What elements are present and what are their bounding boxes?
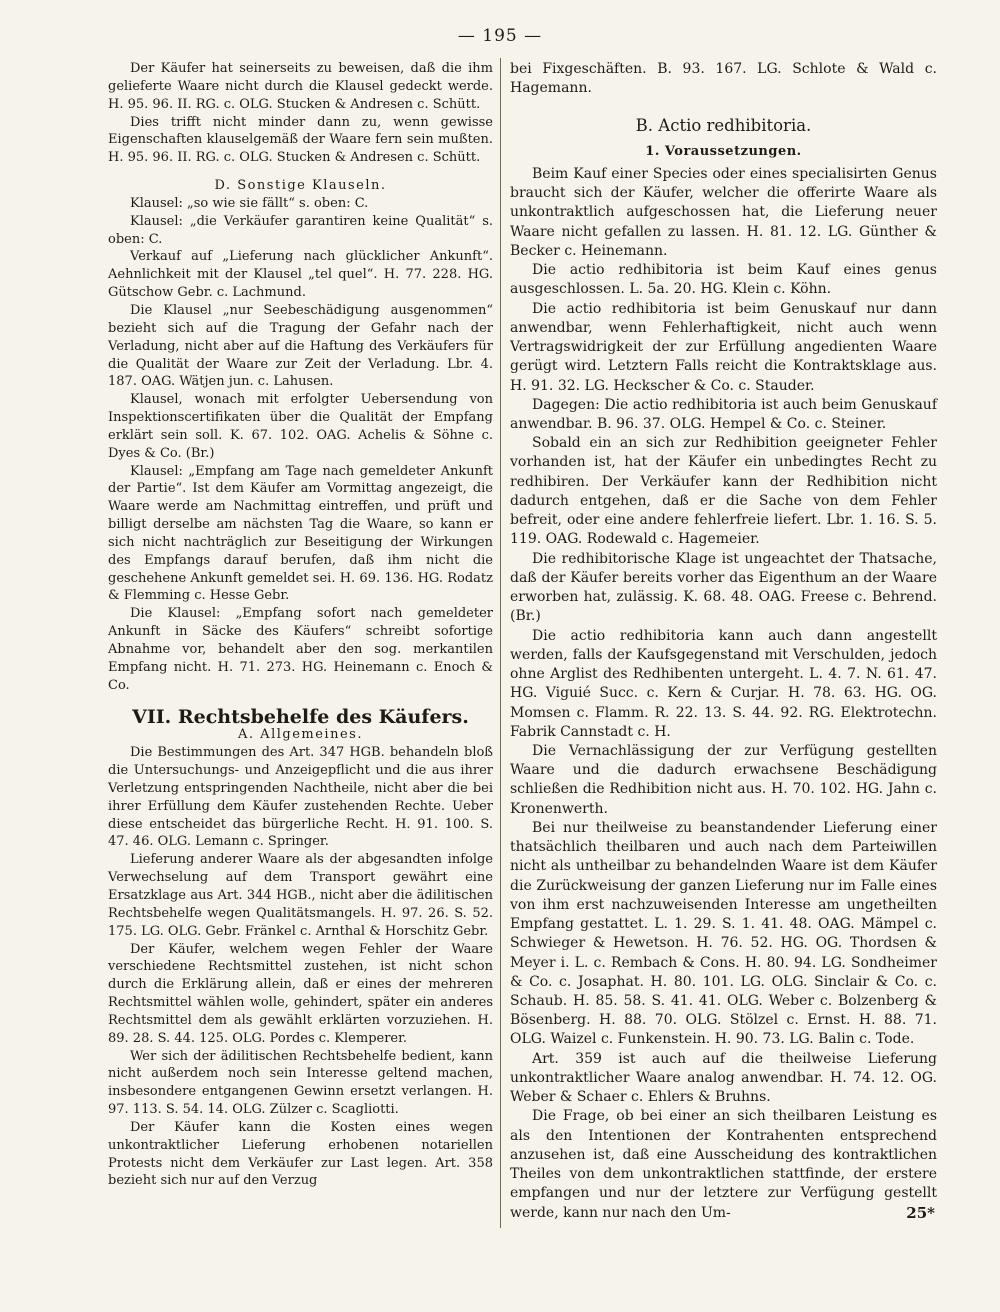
paragraph: Klausel: „so wie sie fällt“ s. oben: C. — [130, 195, 369, 211]
paragraph: Klausel: „Empfang am Tage nach gemeldeter Ankunft der Partie“. Ist dem Käufer am Vormittag angezeigt, die Waare werde am Nachmittag eintreffen, und prüft und billigt derselbe am nächsten Tag die Waare, so kann er sich nicht nachträglich zur Beseitigung der Wirkungen des Empfangs darauf berufen, daß ihm nicht die geschehene Ankunft gemeldet sei. H. 69. 136. HG. Rodatz & Flemming c. Hesse Gebr. — [108, 463, 493, 604]
paragraph: Die Klausel „nur Seebeschädigung ausgenommen“ bezieht sich auf die Tragung der Gefahr nach der Verladung, nicht aber auf die Haftung des Verkäufers für die Qualität der Waare zur Zeit der Verladung. Lbr. 4. 187. OAG. Wätjen jun. c. Lahusen. — [108, 302, 493, 390]
paragraph: Der Käufer, welchem wegen Fehler der Waare verschiedene Rechtsmittel zustehen, ist nicht schon durch die Erklärung allein, daß er eines der mehreren Rechtsmittel wählen wolle, gehindert, später ein anderes Rechtsmittel dem als gewählt erklärten vorzuziehen. H. 89. 28. S. 44. 125. OLG. Pordes c. Klemperer. — [108, 941, 493, 1046]
paragraph: Art. 359 ist auch auf die theilweise Lieferung unkontraktlicher Waare analog anwendbar. H. 74. 12. OG. Weber & Schaer c. Ehlers & Bruhns. — [510, 1050, 937, 1106]
paragraph: Sobald ein an sich zur Redhibition geeigneter Fehler vorhanden ist, hat der Käufer ein unbedingtes Recht zu redhibiren. Der Verkäufer kann der Redhibition nicht dadurch entgehen, daß er die Sache von dem Fehler befreit, oder eine andere fehlerfreie liefert. Lbr. 1. 16. S. 5. 119. OAG. Rodewald c. Hagemeier. — [510, 435, 937, 548]
paragraph: bei Fixgeschäften. B. 93. 167. LG. Schlote & Wald c. Hagemann. — [510, 61, 937, 97]
paragraph: Die Frage, ob bei einer an sich theilbaren Leistung es als den Intentionen der Kontrahenten entsprechend anzusehen ist, daß eine Ausscheidung des kontraktlichen Theiles von dem unkontraktlichen stattfinde, der erstere empfangen und nur der letztere zur Verfügung gestellt werde, kann nur nach den Um- — [510, 1108, 937, 1221]
paragraph: Die Vernachlässigung der zur Verfügung gestellten Waare und die dadurch erwachsene Beschädigung schließen die Redhibition nicht aus. H. 70. 102. HG. Jahn c. Kronenwerth. — [510, 742, 937, 817]
paragraph: Die actio redhibitoria kann auch dann angestellt werden, falls der Kaufsgegenstand mit Verschulden, jedoch ohne Arglist des Redhibenten untergeht. L. 4. 7. N. 61. 47. HG. Viguié Succ. c. Kern & Curjar. H. 78. 63. HG. OG. Momsen c. Flamm. R. 22. 13. S. 44. 92. RG. Elektrotechn. Fabrik Cannstadt c. H. — [510, 627, 937, 740]
paragraph: Verkauf auf „Lieferung nach glücklicher Ankunft“. Aehnlichkeit mit der Klausel „tel quel“. H. 77. 228. HG. Gütschow Gebr. c. Lachmund. — [108, 249, 493, 301]
paragraph: Die actio redhibitoria ist beim Genuskauf nur dann anwendbar, wenn Fehlerhaftigkeit, nicht auch wenn Vertragswidrigkeit der zur Erfüllung angedienten Waare gerügt wird. Letztern Falls reicht die Kontraktsklage aus. H. 91. 32. LG. Heckscher & Co. c. Stauder. — [510, 300, 937, 394]
signature-mark: 25* — [906, 1204, 935, 1222]
paragraph: Dagegen: Die actio redhibitoria ist auch beim Genuskauf anwendbar. B. 96. 37. OLG. Hempel & Co. c. Steiner. — [510, 396, 937, 432]
page-number: — 195 — — [457, 26, 543, 46]
section-heading-a: A. Allgemeines. — [238, 727, 363, 743]
paragraph: Dies trifft nicht minder dann zu, wenn gewisse Eigenschaften klauselgemäß der Waare fern sein mußten. H. 95. 96. II. RG. c. OLG. Stucken & Andresen c. Schütt. — [108, 114, 493, 166]
right-column — [510, 60, 937, 1223]
subsection-heading-1: 1. Voraussetzungen. — [645, 143, 802, 159]
paragraph: Die redhibitorische Klage ist ungeachtet der Thatsache, daß der Käufer bereits vorher das Eigenthum an der Waare erworben hat, zulässig. K. 68. 48. OAG. Freese c. Behrend. (Br.) — [510, 550, 937, 625]
paragraph: Lieferung anderer Waare als der abgesandten infolge Verwechselung auf dem Transport gewährt eine Ersatzklage aus Art. 344 HGB., nicht aber die ädilitischen Rechtsbehelfe wegen Qualitätsmangels. H. 97. 26. S. 52. 175. LG. OLG. Gebr. Fränkel c. Arnthal & Horschitz Gebr. — [108, 852, 493, 939]
paragraph: Die Klausel: „Empfang sofort nach gemeldeter Ankunft in Säcke des Käufers“ schreibt sofortige Abnahme vor, behandelt aber den sog. merkantilen Empfang nicht. H. 71. 273. HG. Heinemann c. Enoch & Co. — [108, 606, 493, 693]
paragraph: Bei nur theilweise zu beanstandender Lieferung einer thatsächlich theilbaren und auch nach dem Parteiwillen nicht als untheilbar zu behandelnden Waare ist dem Käufer die Zurückweisung der ganzen Lieferung nur im Falle eines von ihm erst nachzuweisenden Interesse am ungetheilten Empfang gestattet. L. 1. 29. S. 1. 41. 48. OAG. Mämpel c. Schwieger & Hewetson. H. 76. 52. HG. OG. Thordsen & Meyer i. L. c. Rembach & Cons. H. 80. 94. LG. Sondheimer & Co. c. Josaphat. H. 80. 101. LG. OLG. Sinclair & Co. c. Schaub. H. 85. 58. S. 41. 41. OLG. Weber c. Bolzenberg & Bösenberg. H. 88. 70. OLG. Stölzel c. Ernst. H. 88. 71. OLG. Waizel c. Funkenstein. H. 90. 73. LG. Balin c. Tode. — [510, 819, 937, 1048]
paragraph: Klausel: „die Verkäufer garantiren keine Qualität“ s. oben: C. — [108, 213, 493, 247]
paragraph: Beim Kauf einer Species oder eines specialisirten Genus braucht sich der Käufer, welcher die offerirte Waare als unkontraktlich aufgeschossen hat, die Lieferung neuer Waare nicht gefallen zu lassen. H. 81. 12. LG. Günther & Becker c. Heinemann. — [510, 165, 937, 259]
paragraph: Der Käufer kann die Kosten eines wegen unkontraktlicher Lieferung erhobenen notariellen Protests nicht dem Verkäufer zur Last legen. Art. 358 bezieht sich nur auf den Verzug — [108, 1119, 493, 1189]
paragraph: Die actio redhibitoria ist beim Kauf eines genus ausgeschlossen. L. 5a. 20. HG. Klein c. Köhn. — [510, 262, 937, 298]
section-heading-d: D. Sonstige Klauseln. — [214, 178, 387, 194]
column-divider — [500, 58, 501, 1228]
paragraph: Der Käufer hat seinerseits zu beweisen, daß die ihm gelieferte Waare nicht durch die Klausel gedeckt werde. H. 95. 96. II. RG. c. OLG. Stucken & Andresen c. Schütt. — [108, 61, 493, 112]
paragraph: Wer sich der ädilitischen Rechtsbehelfe bedient, kann nicht außerdem noch sein Interesse geltend machen, insbesondere entgangenen Gewinn ersetzt verlangen. H. 97. 113. S. 54. 14. OLG. Zülzer c. Scagliotti. — [108, 1048, 493, 1118]
left-column — [108, 60, 493, 1190]
paragraph: Die Bestimmungen des Art. 347 HGB. behandeln bloß die Untersuchungs- und Anzeigepflicht und die aus ihrer Verletzung entspringenden Nachtheile, nicht aber die bei ihrer Erfüllung dem Käufer zustehenden Rechte. Ueber diese entscheidet das bürgerliche Recht. H. 91. 100. S. 47. 46. OLG. Lemann c. Springer. — [108, 745, 493, 850]
section-heading-b: B. Actio redhibitoria. — [635, 116, 812, 136]
paragraph: Klausel, wonach mit erfolgter Uebersendung von Inspektionscertifikaten über die Qualität der Empfang erklärt sein soll. K. 67. 102. OAG. Achelis & Söhne c. Dyes & Co. (Br.) — [108, 392, 493, 461]
chapter-heading-vii: VII. Rechtsbehelfe des Käufers. — [132, 705, 469, 728]
